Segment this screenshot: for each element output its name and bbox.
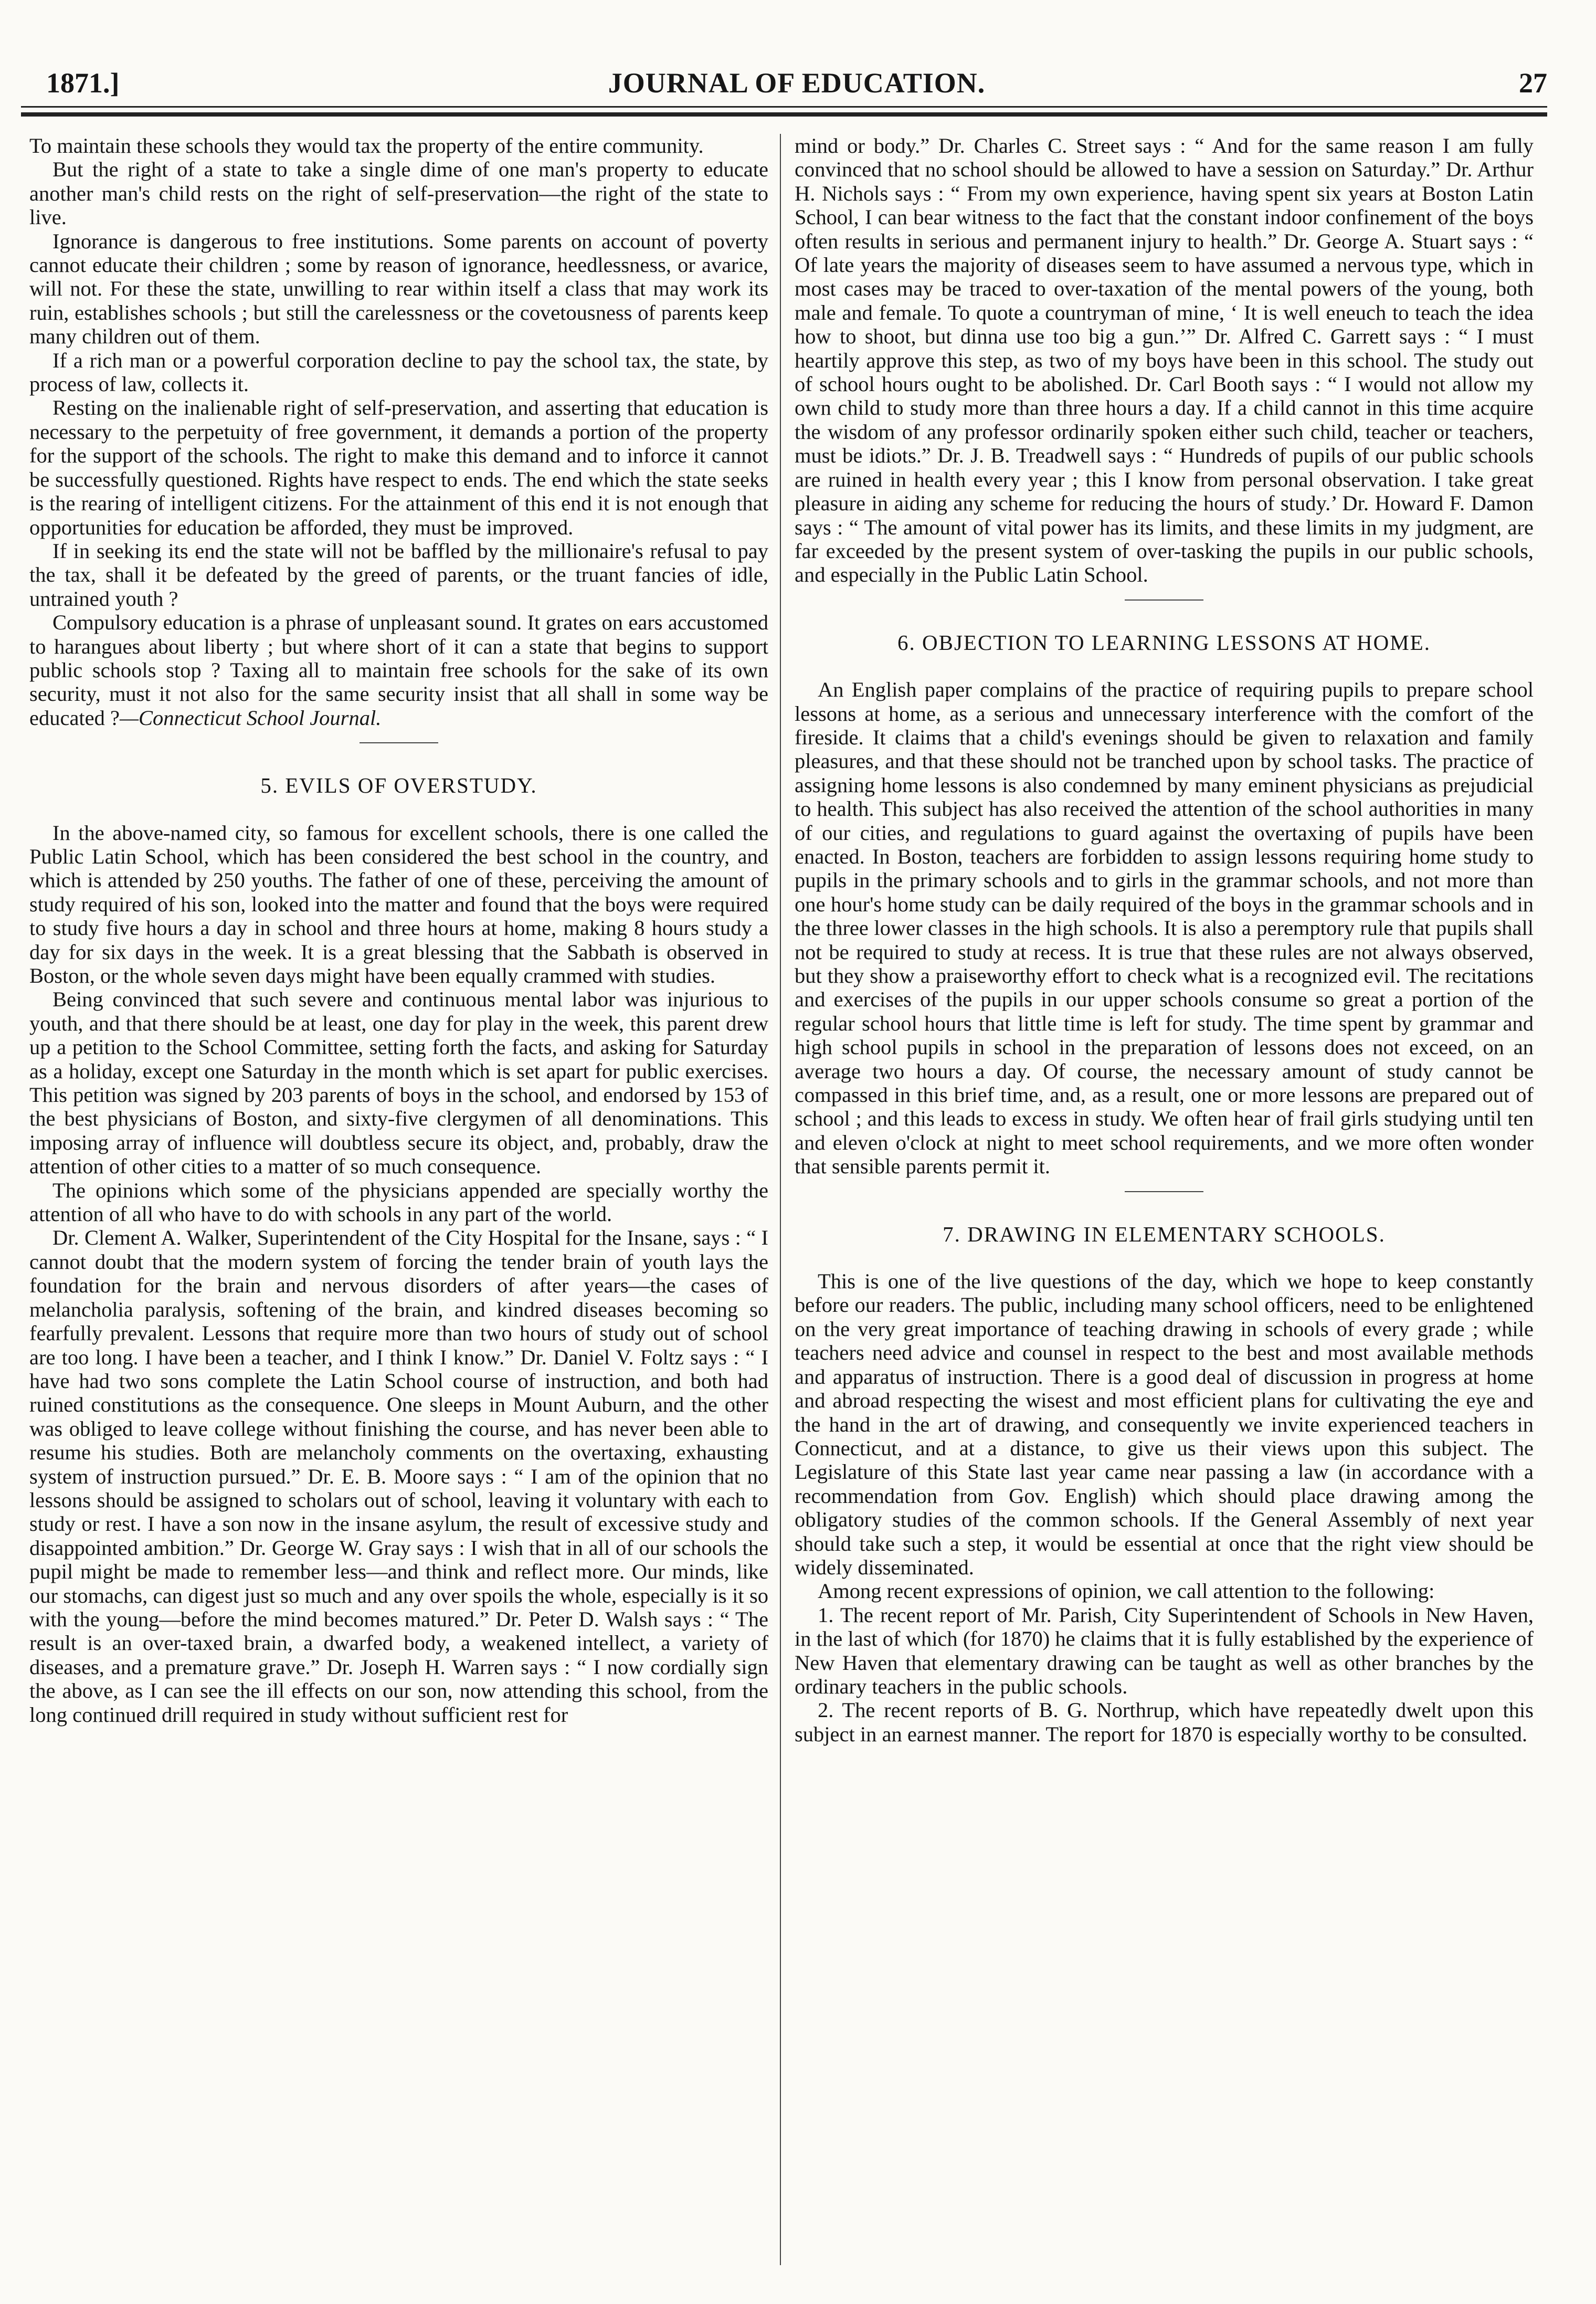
paragraph: If a rich man or a powerful corporation decline to pay the school tax, the state, by process of law, collects it. [29, 348, 768, 396]
section-separator [1125, 599, 1203, 601]
paragraph-continued: mind or body.” Dr. Charles C. Street says : “ And for the same reason I am fully convinced that no school should be allowed to have a session on Saturday.” Dr. Arthur H. Nichols says : “ From my own experience, having spent six years at Boston Latin School, I can bear witness to the fact that the constant indoor confinement of the boys often results in serious and permanent injury to health.” Dr. George A. Stuart says : “ Of late years the majority of diseases seem to have assumed a nervous type, which in most cases may be traced to over-taxation of the mental powers of the young, both male and female. To quote a countryman of mine, ‘ It is well eneuch to teach the idea how to shoot, but dinna use too big a gun.’” Dr. Alfred C. Garrett says : “ I must heartily approve this step, as two of my boys have been in this school. The study out of school hours ought to be abolished. Dr. Carl Booth says : “ I would not allow my own child to study more than three hours a day. If a child cannot in this time acquire the wisdom of any professor ordinarily spoken either such child, teacher or teachers, must be idiots.” Dr. J. B. Treadwell says : “ Hundreds of pupils of our public schools are ruined in health every year ; this I know from personal observation. I take great pleasure in aiding any scheme for reducing the hours of study.’ Dr. Howard F. Damon says : “ The amount of vital power has its limits, and these limits in my judgment, are far exceeded by the present system of over-tasking the pupils in our public schools, and especially in the Public Latin School. [795, 134, 1534, 587]
paragraph: Among recent expressions of opinion, we call attention to the following: [818, 1579, 1435, 1603]
paragraph: To maintain these schools they would tax the property of the entire community. [29, 134, 704, 157]
paragraph: Ignorance is dangerous to free institutions. Some parents on account of poverty cannot educate their children ; some by reason of ignorance, heedlessness, or avarice, will not. For these the state, unwilling to rear within itself a class that may work its ruin, establishes schools ; but still the carelessness or the covetousness of parents keep many children out of them. [29, 229, 768, 349]
section-heading-5: 5. EVILS OF OVERSTUDY. [260, 773, 537, 798]
paragraph: Being convinced that such severe and continuous mental labor was injurious to youth, and that there should be at least, one day for play in the week, this parent drew up a petition to the School Committee, setting forth the facts, and asking for Saturday as a holiday, except one Saturday in the month which is set apart for public exercises. This petition was signed by 203 parents of boys in the school, and endorsed by 153 of the best physicians of Boston, and sixty-five clergymen of all denominations. This imposing array of influence will doubtless secure its object, and, probably, draw the attention of other cities to a matter of so much consequence. [29, 987, 768, 1179]
paragraph-with-source [29, 611, 768, 730]
paragraph: Dr. Clement A. Walker, Superintendent of the City Hospital for the Insane, says : “ I cannot doubt that the modern system of forcing the tender brain of youth lays the foundation for the brain and nervous disorders of after years—the cases of melancholia paralysis, softening of the brain, and kindred diseases becoming so fearfully prevalent. Lessons that require more than two hours of study out of school are too long. I have been a teacher, and I think I know.” Dr. Daniel V. Foltz says : “ I have had two sons complete the Latin School course of instruction, and both had ruined constitutions as the consequence. One sleeps in Mount Auburn, and the other was obliged to leave college without finishing the course, and has never been able to resume his studies. Both are melancholy comments on the overtaxing, exhausting system of instruction pursued.” Dr. E. B. Moore says : “ I am of the opinion that no lessons should be assigned to scholars out of school, leaving it voluntary with each to study or rest. I have a son now in the insane asylum, the result of excessive study and disappointed ambition.” Dr. George W. Gray says : I wish that in all of our schools the pupil might be made to remember less—and think and reflect more. Our minds, like our stomachs, can digest just so much and any over spoils the whole, especially is it so with the young—before the mind becomes matured.” Dr. Peter D. Walsh says : “ The result is an over-taxed brain, a dwarfed body, a weakened intellect, a variety of diseases, and a premature grave.” Dr. Joseph H. Warren says : “ I now cordially sign the above, as I can see the ill effects on our son, now attending this school, from the long continued drill required in study without sufficient rest for [29, 1226, 768, 1727]
paragraph: This is one of the live questions of the day, which we hope to keep constantly before our readers. The public, including many school officers, need to be enlightened on the very great importance of teaching drawing in schools of every grade ; while teachers need advice and counsel in respect to the best and most available methods and apparatus of instruction. There is a good deal of discussion in progress at home and abroad respecting the wisest and most efficient plans for cultivating the eye and the hand in the art of drawing, and consequently we invite experienced teachers in Connecticut, and at a distance, to give us their views upon this subject. The Legislature of this State last year came near passing a law (in accordance with a recommendation from Gov. English) which should place drawing among the obligatory studies of the common schools. If the General Assembly of next year should take such a step, it would be essential at once that the right view should be widely disseminated. [795, 1269, 1534, 1579]
header-rule-thin [21, 106, 1547, 108]
section-separator [360, 742, 438, 743]
left-column [29, 134, 768, 1727]
page-number: 27 [1519, 67, 1547, 99]
paragraph-text: Compulsory education is a phrase of unpleasant sound. It grates on ears accustomed to harangues about liberty ; but where short of it can a state that begins to support public schools stop ? Taxing all to maintain free schools for the sake of its own security, must it not also for the same security insist that all shall in some way be educated ? [29, 611, 768, 730]
source-attribution: —Connecticut School Journal. [120, 706, 382, 730]
right-column [795, 134, 1534, 1746]
column-divider [780, 134, 781, 2265]
paragraph: But the right of a state to take a single dime of one man's property to educate another man's child rests on the right of self-preservation—the right of the state to live. [29, 157, 768, 229]
section-heading-6: 6. OBJECTION TO LEARNING LESSONS AT HOME. [897, 630, 1431, 655]
list-item: 1. The recent report of Mr. Parish, City Superintendent of Schools in New Haven, in the last of which (for 1870) he claims that it is fully established by the experience of New Haven that elementary drawing can be taught as well as other branches by the ordinary teachers in the public schools. [795, 1603, 1534, 1698]
paragraph: In the above-named city, so famous for excellent schools, there is one called the Public Latin School, which has been considered the best school in the country, and which is attended by 250 youths. The father of one of these, perceiving the amount of study required of his son, looked into the matter and found that the boys were required to study five hours a day in school and three hours at home, making 8 hours study a day for six days in the week. It is a great blessing that the Sabbath is observed in Boston, or the whole seven days might have been equally crammed with studies. [29, 820, 768, 987]
paragraph: Resting on the inalienable right of self-preservation, and asserting that education is necessary to the perpetuity of free government, it demands a portion of the property for the support of the schools. The right to make this demand and to inforce it cannot be successfully questioned. Rights have respect to ends. The end which the state seeks is the rearing of intelligent citizens. For the attainment of this end it is not enough that opportunities for education be afforded, they must be improved. [29, 396, 768, 539]
running-header [46, 63, 1547, 103]
paragraph: An English paper complains of the practice of requiring pupils to prepare school lessons at home, as a serious and unnecessary interference with the comfort of the fireside. It claims that a child's evenings should be given to relaxation and family pleasures, and that these should not be tranched upon by school tasks. The practice of assigning home lessons is also condemned by many eminent physicians as prejudicial to health. This subject has also received the attention of the school authorities in many of our cities, and regulations to guard against the overtaxing of pupils have been enacted. In Boston, teachers are forbidden to assign lessons requiring home study to pupils in the primary schools and to girls in the grammar schools, and not more than one hour's home study can be daily required of the boys in the grammar schools and in the three lower classes in the high schools. It is also a peremptory rule that pupils shall not be required to study at recess. It is true that these rules are not always observed, but they show a praiseworthy effort to check what is a recognized evil. The recitations and exercises of the pupils in our upper schools consume so great a portion of the regular school hours that little time is left for study. The time spent by grammar and high school pupils in school in the preparation of lessons does not exceed, on an average two hours a day. Of course, the necessary amount of study cannot be compassed in this brief time, and, as a result, one or more lessons are prepared out of school ; and this leads to excess in study. We often hear of frail girls studying until ten and eleven o'clock at night to meet school requirements, and we more often wonder that sensible parents permit it. [795, 678, 1534, 1179]
journal-title: JOURNAL OF EDUCATION. [608, 67, 986, 99]
header-year: 1871.] [46, 67, 120, 99]
header-rule-thick [21, 112, 1547, 117]
list-item: 2. The recent reports of B. G. Northrup, which have repeatedly dwelt upon this subject in an earnest manner. The report for 1870 is especially worthy to be consulted. [795, 1698, 1534, 1746]
paragraph: The opinions which some of the physicians appended are specially worthy the attention of all who have to do with schools in any part of the world. [29, 1178, 768, 1226]
section-separator [1125, 1191, 1203, 1192]
section-heading-7: 7. DRAWING IN ELEMENTARY SCHOOLS. [943, 1222, 1386, 1246]
paragraph: If in seeking its end the state will not be baffled by the millionaire's refusal to pay the tax, shall it be defeated by the greed of parents, or the truant fancies of idle, untrained youth ? [29, 539, 768, 611]
